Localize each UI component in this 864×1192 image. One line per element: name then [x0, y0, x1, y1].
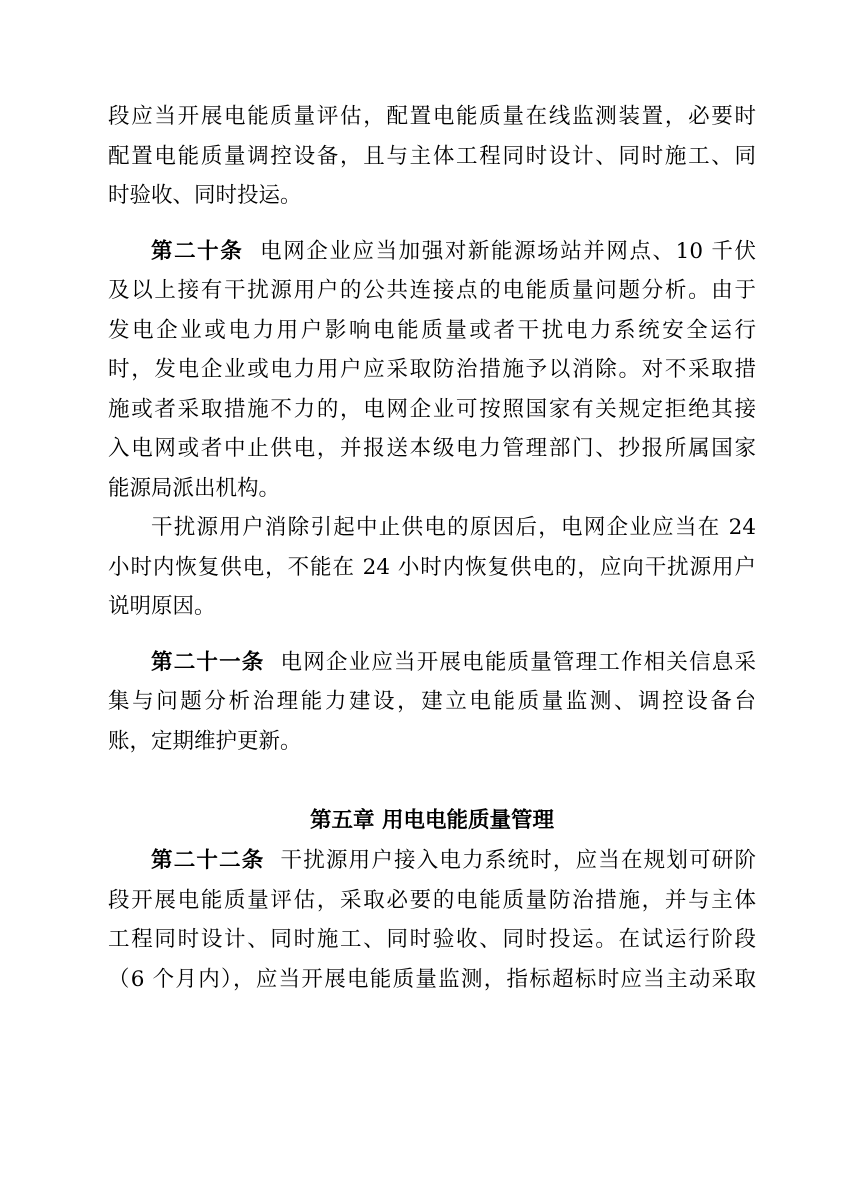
text-line — [108, 232, 756, 272]
paragraph-gap — [108, 627, 756, 643]
text-line: 集与问题分析治理能力建设，建立电能质量监测、调控设备台 — [108, 689, 756, 714]
text-line: 及以上接有干扰源用户的公共连接点的电能质量问题分析。由于 — [108, 278, 756, 303]
text-line: 施或者采取措施不力的，电网企业可按照国家有关规定拒绝其接 — [108, 396, 756, 422]
text-segment: 电网企业应当加强对新能源场站并网点、10 千伏 — [260, 238, 756, 264]
text-line — [108, 841, 756, 881]
text-line: 工程同时设计、同时施工、同时验收、同时投运。在试运行阶段 — [108, 927, 756, 952]
article-20-paragraph-2 — [108, 508, 756, 627]
article-heading: 第二十二条 — [151, 848, 265, 873]
article-21 — [108, 643, 756, 762]
document-body — [108, 97, 756, 999]
text-line: 入电网或者中止供电，并报送本级电力管理部门、抄报所属国家 — [108, 436, 756, 461]
text-line: 配置电能质量调控设备，且与主体工程同时设计、同时施工、同 — [108, 143, 756, 169]
paragraph-gap — [108, 216, 756, 232]
text-line: 能源局派出机构。 — [108, 475, 281, 501]
text-line: 时，发电企业或电力用户应采取防治措施予以消除。对不采取措 — [108, 357, 756, 382]
text-segment: 干扰源用户接入电力系统时，应当在规划可研阶 — [280, 848, 756, 873]
text-line: 发电企业或电力用户影响电能质量或者干扰电力系统安全运行 — [108, 317, 756, 343]
article-22 — [108, 841, 756, 999]
text-line: 干扰源用户消除引起中止供电的原因后，电网企业应当在 24 — [151, 515, 756, 540]
text-line — [108, 643, 756, 683]
text-line: （6 个月内），应当开展电能质量监测，指标超标时应当主动采取 — [108, 966, 756, 992]
chapter-title: 第五章 用电电能质量管理 — [310, 808, 554, 833]
text-line: 说明原因。 — [108, 594, 216, 619]
text-line: 段开展电能质量评估，采取必要的电能质量防治措施，并与主体 — [108, 887, 756, 913]
article-heading: 第二十条 — [151, 238, 244, 264]
text-line: 时验收、同时投运。 — [108, 183, 302, 208]
text-line: 账，定期维护更新。 — [108, 728, 302, 754]
article-20 — [108, 232, 756, 509]
text-line: 段应当开展电能质量评估，配置电能质量在线监测装置，必要时 — [108, 104, 756, 129]
article-heading: 第二十一条 — [151, 649, 265, 675]
paragraph-continuation — [108, 97, 756, 216]
section-gap — [108, 761, 756, 801]
text-line: 小时内恢复供电，不能在 24 小时内恢复供电的，应向干扰源用户 — [108, 554, 756, 580]
text-segment: 电网企业应当开展电能质量管理工作相关信息采 — [280, 649, 756, 675]
